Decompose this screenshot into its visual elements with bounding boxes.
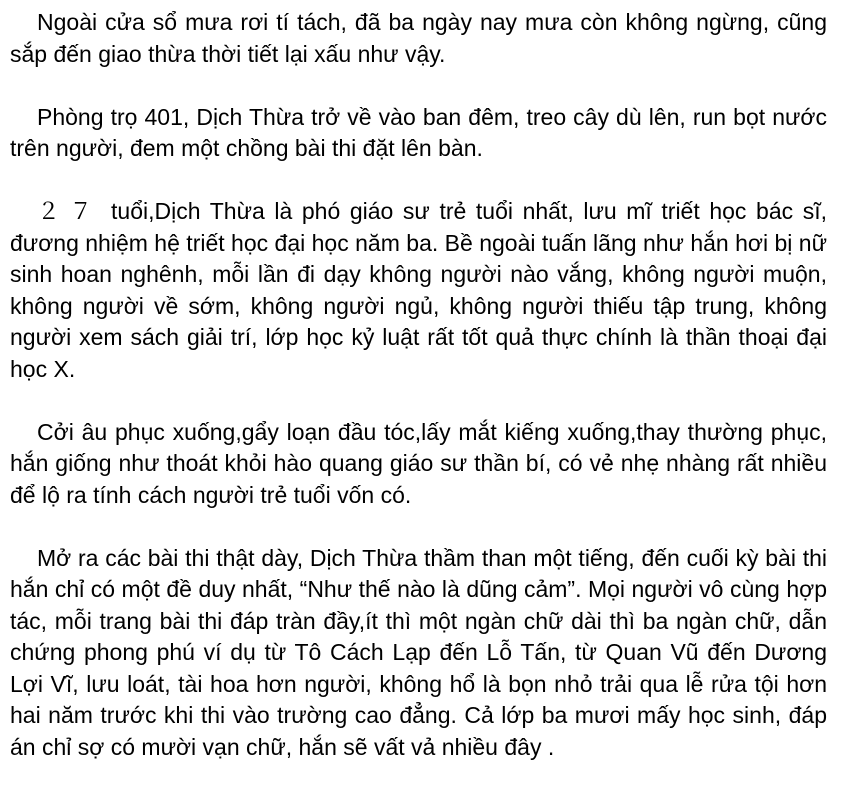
age-number: ２７ [37,199,102,224]
paragraph-1: Ngoài cửa sổ mưa rơi tí tách, đã ba ngày nay mưa còn không ngừng, cũng sắp đến giao thừa thời tiết lại xấu như vậy. [10,9,827,67]
paragraph-5: Mở ra các bài thi thật dày, Dịch Thừa thầm than một tiếng, đến cuối kỳ bài thi hắn chỉ có một đề duy nhất, “Như thế nào là dũng cảm”. Mọi người vô cùng hợp tác, mỗi trang bài thi đáp tràn đầy,ít thì một ngàn chữ dài thì ba ngàn chữ, dẫn chứng phong phú ví dụ từ Tô Cách Lạp đến Lỗ Tấn, từ Quan Vũ đến Dương Lợi Vĩ, lưu loát, tài hoa hơn người, không hổ là bọn nhỏ trải qua lễ rửa tội hơn hai năm trước khi thi vào trường cao đẳng. Cả lớp ba mươi mấy học sinh, đáp án chỉ sợ có mười vạn chữ, hắn sẽ vất vả nhiều đây . [10,544,827,760]
paragraph-3 [10,196,827,385]
paragraph-4: Cởi âu phục xuống,gẩy loạn đầu tóc,lấy mắt kiếng xuống,thay thường phục, hắn giống như thoát khỏi hào quang giáo sư thần bí, có vẻ nhẹ nhàng rất nhiều để lộ ra tính cách người trẻ tuổi vốn có. [10,418,827,508]
paragraph-2: Phòng trọ 401, Dịch Thừa trở về vào ban đêm, treo cây dù lên, run bọt nước trên người, đem một chồng bài thi đặt lên bàn. [10,103,827,161]
paragraph-3-text: tuổi,Dịch Thừa là phó giáo sư trẻ tuổi nhất, lưu mĩ triết học bác sĩ, đương nhiệm hệ triết học đại học năm ba. Bề ngoài tuấn lãng như hắn hơi bị nữ sinh hoan nghênh, mỗi lần đi dạy không người nào vắng, không người muộn, không người về sớm, không người ngủ, không người thiếu tập trung, không người xem sách giải trí, lớp học kỷ luật rất tốt quả thực chính là thần thoại đại học X. [10,198,828,382]
